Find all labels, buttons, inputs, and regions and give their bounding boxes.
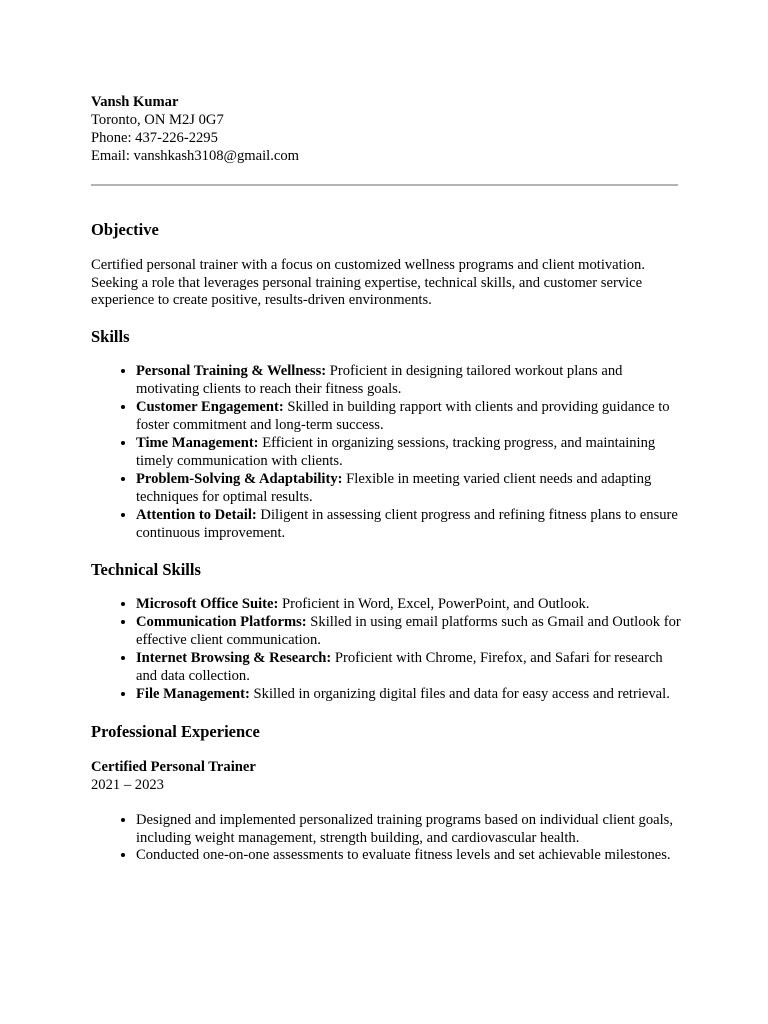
objective-text: Certified personal trainer with a focus on customized wellness programs and client motivation. Seeking a role that leverages personal training expertise, technical skills, and customer service experience to create positive, results-driven environments. — [91, 256, 646, 309]
tech-skill-text: Proficient with Chrome, Firefox, and Safari for research and data collection. — [136, 650, 663, 685]
tech-skill-label: Microsoft Office Suite: — [136, 596, 279, 613]
list-item — [136, 614, 681, 650]
list-item — [136, 596, 681, 614]
section-divider — [91, 184, 678, 186]
tech-skill-label: Internet Browsing & Research: — [136, 650, 332, 667]
contact-block — [91, 94, 681, 166]
technical-skills-list — [91, 596, 681, 703]
skill-label: Time Management: — [136, 434, 259, 451]
skill-text: Proficient in designing tailored workout plans and motivating clients to reach their fitness goals. — [136, 363, 623, 398]
objective-heading: Objective — [91, 219, 159, 239]
skill-label: Attention to Detail: — [136, 506, 257, 523]
tech-skill-label: File Management: — [136, 685, 250, 702]
list-item — [136, 363, 681, 399]
list-item — [136, 686, 681, 704]
list-item — [136, 650, 681, 686]
experience-heading: Professional Experience — [91, 721, 260, 741]
skills-heading: Skills — [91, 327, 130, 347]
tech-skill-text: Skilled in using email platforms such as Gmail and Outlook for effective client communication. — [136, 614, 681, 649]
tech-skill-label: Communication Platforms: — [136, 614, 307, 631]
skill-text: Skilled in building rapport with clients and providing guidance to foster commitment and long-term success. — [136, 399, 670, 434]
list-item — [136, 507, 681, 543]
contact-name: Vansh Kumar — [91, 94, 179, 110]
skill-label: Problem-Solving & Adaptability: — [136, 470, 343, 487]
skill-text: Efficient in organizing sessions, tracking progress, and maintaining timely communication with clients. — [136, 434, 656, 469]
job-title: Certified Personal Trainer — [91, 758, 256, 775]
tech-skill-text: Skilled in organizing digital files and data for easy access and retrieval. — [249, 685, 670, 702]
skill-label: Customer Engagement: — [136, 399, 284, 416]
list-item — [136, 471, 681, 507]
skill-text: Flexible in meeting varied client needs and adapting techniques for optimal results. — [136, 470, 652, 505]
tech-skill-text: Proficient in Word, Excel, PowerPoint, and Outlook. — [278, 596, 590, 613]
list-item — [136, 399, 681, 435]
list-item: • Designed and implemented personalized training programs based on individual client goals, including weight management, strength building, and cardiovascular health. — [136, 812, 681, 848]
contact-email: Email: vanshkash3108@gmail.com — [91, 147, 299, 164]
list-item: • Conducted one-on-one assessments to evaluate fitness levels and set achievable milestones. — [136, 847, 681, 865]
resume-content — [91, 94, 681, 865]
technical-skills-heading: Technical Skills — [91, 560, 201, 580]
experience-list — [91, 812, 681, 866]
job-dates: 2021 – 2023 — [91, 776, 164, 793]
skill-label: Personal Training & Wellness: — [136, 363, 327, 380]
contact-phone: Phone: 437-226-2295 — [91, 129, 218, 146]
skill-text: Diligent in assessing client progress and refining fitness plans to ensure continuous improvement. — [136, 506, 678, 541]
list-item — [136, 435, 681, 471]
contact-address: Toronto, ON M2J 0G7 — [91, 111, 224, 128]
skills-list — [91, 363, 681, 542]
